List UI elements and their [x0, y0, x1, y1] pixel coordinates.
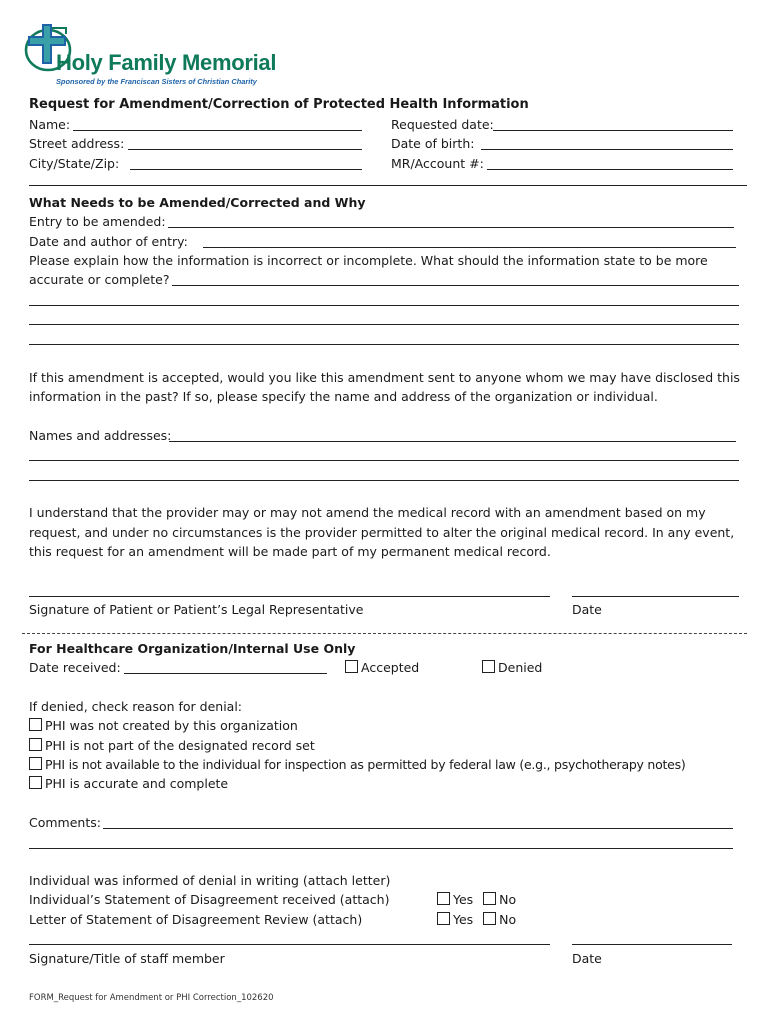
statement-review-label: Letter of Statement of Disagreement Review (attach) — [29, 912, 363, 927]
accepted-option[interactable] — [345, 660, 419, 675]
comments-field-1[interactable] — [103, 828, 733, 829]
reason-checkbox[interactable] — [29, 776, 42, 789]
patient-date-field[interactable] — [572, 596, 739, 597]
denial-intro: If denied, check reason for denial: — [29, 699, 243, 714]
understand-text-2: request, and under no circumstances is the provider permitted to alter the original medical record. In any event, — [29, 525, 735, 540]
names-field-1[interactable] — [169, 441, 736, 442]
no-label: No — [499, 892, 517, 907]
accepted-label: Accepted — [361, 660, 420, 675]
reason-item[interactable] — [29, 757, 685, 772]
denied-label: Denied — [498, 660, 543, 675]
date-received-label: Date received: — [29, 660, 121, 675]
disclosure-text-2: information in the past? If so, please specify the name and address of the organization or individual. — [29, 389, 658, 404]
entry-label: Entry to be amended: — [29, 214, 166, 229]
comments-label: Comments: — [29, 815, 101, 830]
reason-label: PHI is not part of the designated record set — [45, 738, 315, 753]
reason-label: PHI was not created by this organization — [45, 718, 298, 733]
statement-review-options — [437, 912, 516, 927]
explain-text-2: accurate or complete? — [29, 272, 170, 287]
amend-heading: What Needs to be Amended/Corrected and Why — [29, 195, 366, 210]
disclosure-text-1: If this amendment is accepted, would you like this amendment sent to anyone whom we may have disclosed this — [29, 370, 740, 385]
dob-label: Date of birth: — [391, 136, 475, 151]
staff-signature-field[interactable] — [29, 944, 550, 945]
reason-item[interactable] — [29, 776, 228, 791]
logo-name: Holy Family Memorial — [56, 50, 277, 75]
requested-date-label: Requested date: — [391, 117, 494, 132]
reason-checkbox[interactable] — [29, 718, 42, 731]
names-field-2[interactable] — [29, 460, 739, 461]
yes-label: Yes — [453, 892, 474, 907]
reason-checkbox[interactable] — [29, 757, 42, 770]
mr-field[interactable] — [487, 169, 733, 170]
date-author-field[interactable] — [203, 247, 736, 248]
mr-label: MR/Account #: — [391, 156, 484, 171]
statement-received-options — [437, 892, 516, 907]
names-label: Names and addresses: — [29, 428, 172, 443]
understand-text-3: this request for an amendment will be made part of my permanent medical record. — [29, 544, 551, 559]
explain-field-2[interactable] — [29, 305, 739, 306]
reason-checkbox[interactable] — [29, 738, 42, 751]
organization-logo — [22, 20, 277, 88]
date-received-field[interactable] — [124, 673, 327, 674]
internal-heading: For Healthcare Organization/Internal Use Only — [29, 641, 356, 656]
internal-divider — [22, 633, 747, 634]
form-title: Request for Amendment/Correction of Protected Health Information — [29, 97, 529, 112]
statement-received-label: Individual’s Statement of Disagreement received (attach) — [29, 892, 390, 907]
name-label: Name: — [29, 117, 71, 132]
accepted-checkbox[interactable] — [345, 660, 358, 673]
staff-date-field[interactable] — [572, 944, 732, 945]
denied-option[interactable] — [482, 660, 542, 675]
yes-checkbox[interactable] — [437, 912, 450, 925]
no-checkbox[interactable] — [483, 912, 496, 925]
requested-date-field[interactable] — [493, 130, 733, 131]
patient-date-label: Date — [572, 602, 602, 617]
patient-signature-field[interactable] — [29, 596, 550, 597]
entry-field[interactable] — [168, 227, 734, 228]
explain-field-1[interactable] — [172, 285, 739, 286]
yes-checkbox[interactable] — [437, 892, 450, 905]
reason-label: PHI is not available to the individual for inspection as permitted by federal law (e.g., psychotherapy notes) — [45, 757, 686, 772]
patient-signature-label: Signature of Patient or Patient’s Legal Representative — [29, 602, 364, 617]
comments-field-2[interactable] — [29, 848, 733, 849]
denied-checkbox[interactable] — [482, 660, 495, 673]
explain-field-3[interactable] — [29, 324, 739, 325]
name-field[interactable] — [73, 130, 362, 131]
staff-signature-label: Signature/Title of staff member — [29, 951, 225, 966]
staff-date-label: Date — [572, 951, 602, 966]
no-label: No — [499, 912, 517, 927]
city-label: City/State/Zip: — [29, 156, 120, 171]
names-field-3[interactable] — [29, 480, 739, 481]
explain-field-4[interactable] — [29, 344, 739, 345]
date-author-label: Date and author of entry: — [29, 234, 188, 249]
section-divider — [29, 185, 747, 186]
reason-label: PHI is accurate and complete — [45, 776, 229, 791]
city-field[interactable] — [130, 169, 362, 170]
no-checkbox[interactable] — [483, 892, 496, 905]
street-label: Street address: — [29, 136, 125, 151]
informed-label: Individual was informed of denial in writing (attach letter) — [29, 873, 391, 888]
yes-label: Yes — [453, 912, 474, 927]
form-footer: FORM_Request for Amendment or PHI Correction_102620 — [29, 993, 274, 1003]
reason-item[interactable] — [29, 718, 298, 733]
reason-item[interactable] — [29, 738, 315, 753]
understand-text-1: I understand that the provider may or may not amend the medical record with an amendment based on my — [29, 505, 706, 520]
logo-tagline: Sponsored by the Franciscan Sisters of Christian Charity — [56, 77, 257, 86]
explain-text-1: Please explain how the information is incorrect or incomplete. What should the information state to be more — [29, 253, 708, 268]
street-field[interactable] — [128, 149, 362, 150]
dob-field[interactable] — [481, 149, 733, 150]
